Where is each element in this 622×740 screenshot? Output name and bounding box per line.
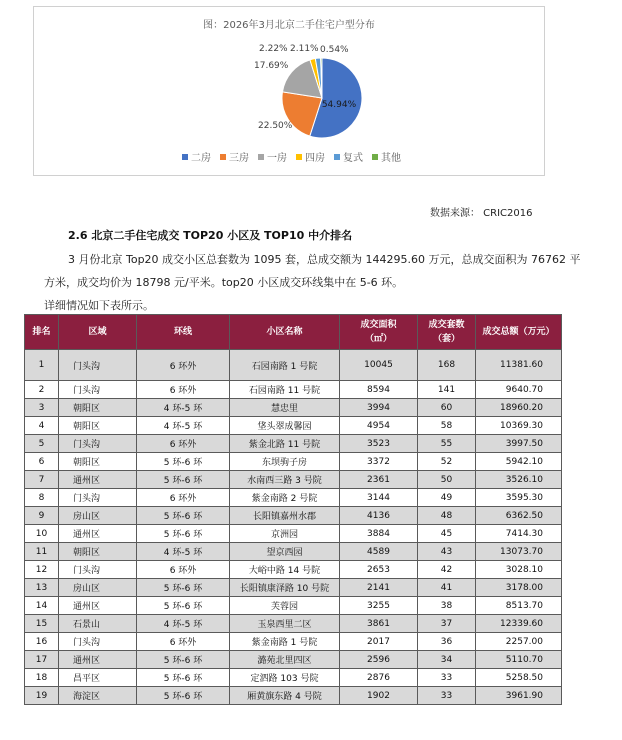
col-total-cell: 5110.70 (476, 651, 562, 669)
legend-label: 三房 (229, 153, 249, 164)
col-area-cell: 4136 (340, 507, 418, 525)
col-total-cell: 8513.70 (476, 597, 562, 615)
legend-swatch (334, 154, 340, 160)
col-units-cell: 48 (418, 507, 476, 525)
table-body (25, 350, 562, 705)
table-header-row (25, 315, 562, 350)
col-community-cell: 长阳镇康泽路 10 号院 (230, 579, 340, 597)
table-row (25, 417, 562, 435)
col-total-header: 成交总额（万元） (476, 315, 562, 350)
table-row (25, 687, 562, 705)
col-area-cell: 3144 (340, 489, 418, 507)
col-rank-cell: 10 (25, 525, 59, 543)
col-ring-header: 环线 (137, 315, 230, 350)
legend-item-一房 (258, 151, 287, 164)
col-total-cell: 10369.30 (476, 417, 562, 435)
table-row (25, 561, 562, 579)
table-row (25, 579, 562, 597)
legend-swatch (296, 154, 302, 160)
col-ring-cell: 5 环-6 环 (137, 669, 230, 687)
col-units-cell: 58 (418, 417, 476, 435)
col-units-cell: 49 (418, 489, 476, 507)
col-area-cell: 2361 (340, 471, 418, 489)
table-row (25, 471, 562, 489)
col-ring-cell: 6 环外 (137, 633, 230, 651)
data-label-复式: 2.11% (290, 44, 319, 54)
col-total-cell: 3028.10 (476, 561, 562, 579)
col-rank-cell: 5 (25, 435, 59, 453)
col-district-cell: 门头沟 (59, 489, 137, 507)
col-rank-cell: 1 (25, 350, 59, 381)
col-units-cell: 168 (418, 350, 476, 381)
data-source: 数据来源： CRIC2016 (430, 208, 533, 219)
col-rank-cell: 15 (25, 615, 59, 633)
col-rank-cell: 4 (25, 417, 59, 435)
table-row (25, 381, 562, 399)
col-ring-cell: 5 环-6 环 (137, 651, 230, 669)
col-community-cell: 大峪中路 14 号院 (230, 561, 340, 579)
col-total-cell: 5258.50 (476, 669, 562, 687)
col-area-cell: 2017 (340, 633, 418, 651)
data-label-四房: 2.22% (259, 44, 288, 54)
col-community-cell: 玉泉西里二区 (230, 615, 340, 633)
col-units-cell: 37 (418, 615, 476, 633)
col-total-cell: 3178.00 (476, 579, 562, 597)
col-district-cell: 朝阳区 (59, 453, 137, 471)
col-area-cell: 4954 (340, 417, 418, 435)
col-district-cell: 朝阳区 (59, 399, 137, 417)
col-ring-cell: 6 环外 (137, 435, 230, 453)
col-district-cell: 通州区 (59, 651, 137, 669)
col-total-cell: 3961.90 (476, 687, 562, 705)
col-rank-cell: 6 (25, 453, 59, 471)
col-rank-cell: 9 (25, 507, 59, 525)
col-rank-cell: 19 (25, 687, 59, 705)
legend-label: 四房 (305, 153, 325, 164)
legend-label: 一房 (267, 153, 287, 164)
col-total-cell: 12339.60 (476, 615, 562, 633)
col-units-cell: 52 (418, 453, 476, 471)
col-area-cell: 2653 (340, 561, 418, 579)
col-total-cell: 3526.10 (476, 471, 562, 489)
col-community-cell: 芙蓉园 (230, 597, 340, 615)
col-district-header: 区域 (59, 315, 137, 350)
table-row (25, 453, 562, 471)
data-label-二房: 54.94% (321, 100, 357, 110)
col-district-cell: 通州区 (59, 597, 137, 615)
col-rank-cell: 2 (25, 381, 59, 399)
col-district-cell: 门头沟 (59, 381, 137, 399)
legend-item-复式 (334, 151, 363, 164)
table-row (25, 651, 562, 669)
col-rank-cell: 3 (25, 399, 59, 417)
table-row (25, 597, 562, 615)
col-ring-cell: 5 环-6 环 (137, 579, 230, 597)
legend-item-其他 (372, 151, 401, 164)
col-rank-cell: 7 (25, 471, 59, 489)
col-community-cell: 紫金北路 11 号院 (230, 435, 340, 453)
col-district-cell: 海淀区 (59, 687, 137, 705)
summary-paragraph: 3 月份北京 Top20 成交小区总套数为 1095 套，总成交额为 144295.60 万元，总成交面积为 76762 平方米，成交均价为 18798 元/平米。top20 小区成交环线集中在 5-6 环。 (44, 253, 581, 289)
col-district-cell: 门头沟 (59, 350, 137, 381)
legend-label: 二房 (191, 153, 211, 164)
col-community-cell: 定泗路 103 号院 (230, 669, 340, 687)
col-units-cell: 42 (418, 561, 476, 579)
col-area-cell: 1902 (340, 687, 418, 705)
col-area-cell: 3372 (340, 453, 418, 471)
col-total-cell: 6362.50 (476, 507, 562, 525)
legend-swatch (220, 154, 226, 160)
col-area-header: 成交面积 （㎡） (340, 315, 418, 350)
col-district-cell: 通州区 (59, 525, 137, 543)
pie-chart-panel (33, 6, 545, 176)
col-community-cell: 石园南路 11 号院 (230, 381, 340, 399)
col-area-cell: 2596 (340, 651, 418, 669)
col-total-cell: 7414.30 (476, 525, 562, 543)
col-community-cell: 厢黄旗东路 4 号院 (230, 687, 340, 705)
col-units-cell: 141 (418, 381, 476, 399)
col-area-cell: 4589 (340, 543, 418, 561)
col-district-cell: 朝阳区 (59, 417, 137, 435)
col-units-cell: 50 (418, 471, 476, 489)
top20-table (24, 314, 562, 705)
table-row (25, 543, 562, 561)
legend-item-二房 (182, 151, 211, 164)
col-area-cell: 2876 (340, 669, 418, 687)
table-row (25, 507, 562, 525)
col-rank-cell: 14 (25, 597, 59, 615)
col-ring-cell: 5 环-6 环 (137, 687, 230, 705)
table-row (25, 669, 562, 687)
col-units-cell: 41 (418, 579, 476, 597)
col-community-cell: 慧忠里 (230, 399, 340, 417)
col-community-cell: 紫金南路 1 号院 (230, 633, 340, 651)
legend-label: 其他 (381, 153, 401, 164)
col-district-cell: 通州区 (59, 471, 137, 489)
col-units-cell: 33 (418, 669, 476, 687)
col-total-cell: 9640.70 (476, 381, 562, 399)
legend-item-四房 (296, 151, 325, 164)
col-total-cell: 18960.20 (476, 399, 562, 417)
table-row (25, 615, 562, 633)
col-area-cell: 8594 (340, 381, 418, 399)
col-community-cell: 石园南路 1 号院 (230, 350, 340, 381)
col-units-cell: 34 (418, 651, 476, 669)
col-community-cell: 紫金南路 2 号院 (230, 489, 340, 507)
col-district-cell: 门头沟 (59, 561, 137, 579)
col-area-cell: 3884 (340, 525, 418, 543)
col-total-cell: 13073.70 (476, 543, 562, 561)
col-rank-cell: 8 (25, 489, 59, 507)
col-ring-cell: 6 环外 (137, 350, 230, 381)
table-row (25, 399, 562, 417)
col-total-cell: 11381.60 (476, 350, 562, 381)
col-ring-cell: 4 环-5 环 (137, 417, 230, 435)
table-row (25, 350, 562, 381)
col-ring-cell: 5 环-6 环 (137, 453, 230, 471)
pie-chart (34, 7, 544, 175)
col-rank-header: 排名 (25, 315, 59, 350)
col-ring-cell: 4 环-5 环 (137, 615, 230, 633)
col-area-cell: 3255 (340, 597, 418, 615)
col-area-cell: 3523 (340, 435, 418, 453)
col-ring-cell: 4 环-5 环 (137, 543, 230, 561)
data-label-一房: 17.69% (254, 61, 289, 71)
col-ring-cell: 5 环-6 环 (137, 525, 230, 543)
col-total-cell: 5942.10 (476, 453, 562, 471)
col-ring-cell: 5 环-6 环 (137, 597, 230, 615)
col-rank-cell: 12 (25, 561, 59, 579)
col-ring-cell: 6 环外 (137, 561, 230, 579)
data-label-三房: 22.50% (258, 121, 293, 131)
col-ring-cell: 6 环外 (137, 381, 230, 399)
legend-swatch (258, 154, 264, 160)
col-units-header: 成交套数 （套） (418, 315, 476, 350)
legend-swatch (372, 154, 378, 160)
table-row (25, 525, 562, 543)
table-row (25, 435, 562, 453)
col-units-cell: 60 (418, 399, 476, 417)
col-community-cell: 东坝驹子房 (230, 453, 340, 471)
table-row (25, 633, 562, 651)
col-area-cell: 3861 (340, 615, 418, 633)
col-total-cell: 3997.50 (476, 435, 562, 453)
col-district-cell: 门头沟 (59, 633, 137, 651)
col-rank-cell: 16 (25, 633, 59, 651)
col-rank-cell: 18 (25, 669, 59, 687)
col-area-cell: 3994 (340, 399, 418, 417)
col-community-cell: 垡头翠成馨园 (230, 417, 340, 435)
col-rank-cell: 13 (25, 579, 59, 597)
col-rank-cell: 11 (25, 543, 59, 561)
col-district-cell: 门头沟 (59, 435, 137, 453)
col-ring-cell: 5 环-6 环 (137, 471, 230, 489)
col-units-cell: 36 (418, 633, 476, 651)
col-area-cell: 10045 (340, 350, 418, 381)
table-row (25, 489, 562, 507)
col-ring-cell: 5 环-6 环 (137, 507, 230, 525)
section-heading: 2.6 北京二手住宅成交 TOP20 小区及 TOP10 中介排名 (68, 229, 353, 242)
col-units-cell: 45 (418, 525, 476, 543)
col-community-cell: 潞苑北里四区 (230, 651, 340, 669)
col-total-cell: 3595.30 (476, 489, 562, 507)
col-community-header: 小区名称 (230, 315, 340, 350)
col-units-cell: 43 (418, 543, 476, 561)
col-district-cell: 房山区 (59, 507, 137, 525)
col-district-cell: 石景山 (59, 615, 137, 633)
col-units-cell: 38 (418, 597, 476, 615)
legend-item-三房 (220, 151, 249, 164)
data-label-其他: 0.54% (320, 45, 349, 55)
col-rank-cell: 17 (25, 651, 59, 669)
legend-swatch (182, 154, 188, 160)
col-total-cell: 2257.00 (476, 633, 562, 651)
chart-title: 图：2026年3月北京二手住宅户型分布 (203, 20, 375, 31)
col-community-cell: 水南西三路 3 号院 (230, 471, 340, 489)
table-intro: 详细情况如下表所示。 (44, 299, 154, 312)
col-units-cell: 55 (418, 435, 476, 453)
col-units-cell: 33 (418, 687, 476, 705)
col-community-cell: 望京西园 (230, 543, 340, 561)
col-district-cell: 房山区 (59, 579, 137, 597)
col-district-cell: 朝阳区 (59, 543, 137, 561)
col-ring-cell: 6 环外 (137, 489, 230, 507)
col-community-cell: 京洲园 (230, 525, 340, 543)
legend-label: 复式 (343, 153, 363, 164)
col-district-cell: 昌平区 (59, 669, 137, 687)
col-ring-cell: 4 环-5 环 (137, 399, 230, 417)
col-area-cell: 2141 (340, 579, 418, 597)
col-community-cell: 长阳镇嘉州水郡 (230, 507, 340, 525)
